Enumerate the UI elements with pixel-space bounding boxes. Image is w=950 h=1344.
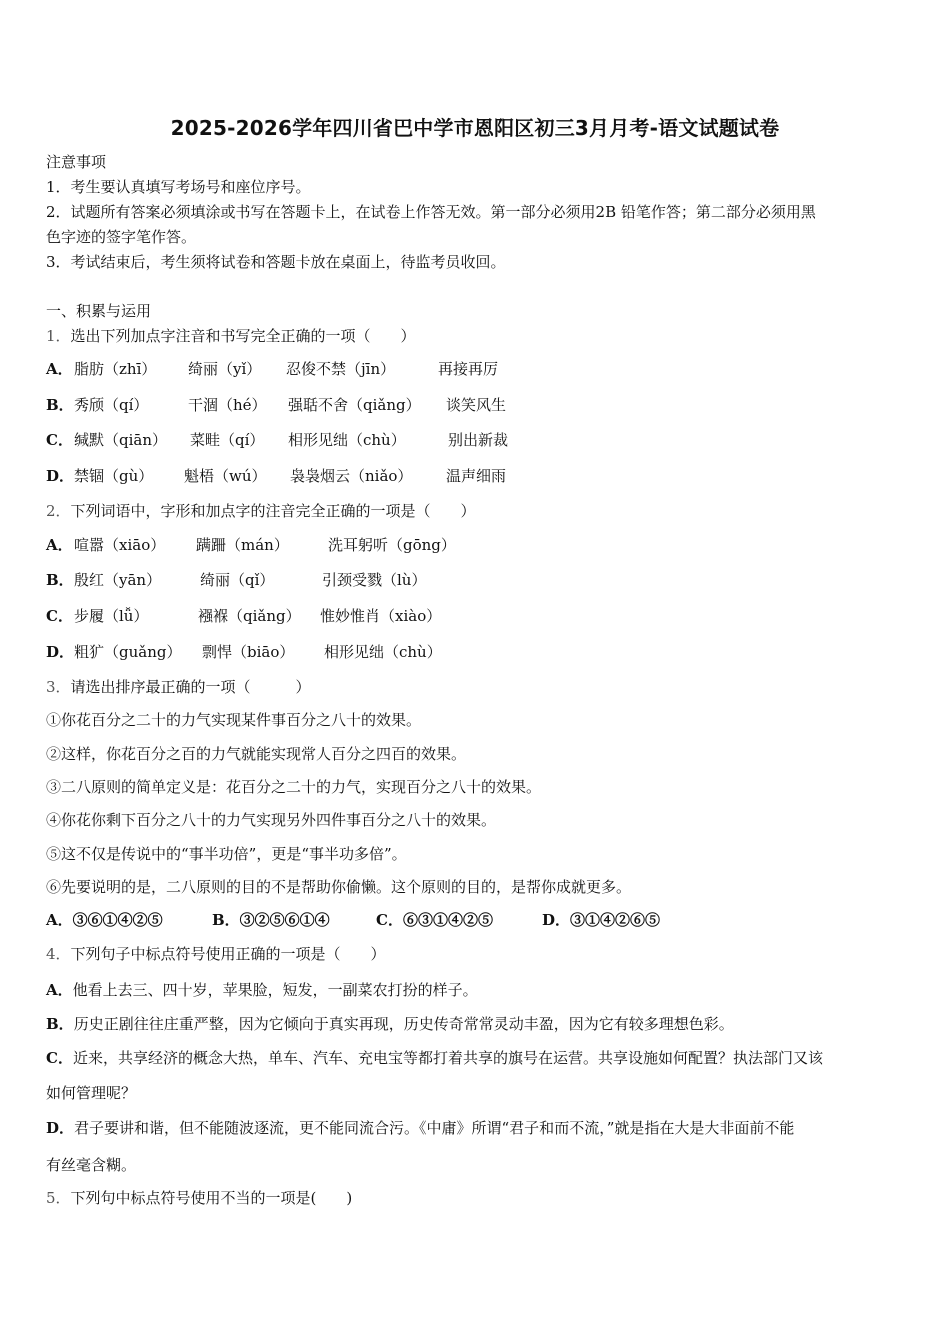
question-stem: 请选出排序最正确的一项（ ） — [70, 678, 311, 696]
q3-sentence-5: ⑤这不仅是传说中的“事半功倍”，更是“事半功多倍”。 — [46, 845, 407, 863]
question-2 — [46, 501, 908, 521]
option-text: 他看上去三、四十岁，苹果脸，短发，一副菜农打扮的样子。 — [72, 981, 478, 999]
q4-option-a — [46, 980, 908, 1000]
option-text: 君子要讲和谐，但不能随波逐流，更不能同流合污。《中庸》所谓“君子和而不流，”就是指在大是大非面前不能 — [74, 1119, 795, 1137]
question-1 — [46, 326, 908, 346]
q4-option-c — [46, 1048, 908, 1068]
q3-option-d: D．③①④②⑥⑤ — [542, 911, 661, 929]
option-letter: A． — [46, 981, 73, 999]
question-stem: 下列句子中标点符号使用正确的一项是（ ） — [70, 945, 386, 963]
notice-heading: 注意事项 — [46, 153, 107, 171]
option-text: 近来，共享经济的概念大热，单车、汽车、充电宝等都打着共享的旗号在运营。共享设施如何配置？执法部门又该 — [72, 1049, 823, 1067]
exam-page: 2025-2026学年四川省巴中学市恩阳区初三3月月考-语文试题试卷 注意事项 1．考生要认真填写考场号和座位序号。 2．试题所有答案必须填涂或书写在答题卡上，在试卷上作答无效。第一部分必须用2B 铅笔作答；第二部分必须用黑 色字迹的签字笔作答。 3．考试结束后，考生须将试卷和答题卡放在桌面上，待监考员收回。 一、积累与运用 1．选出下列加点字注音和书写完全正确的一项（ ） A． 脂肪（zhī） 绮丽（yǐ） 忍俊不禁（jīn） 再接再厉 B． 秀颀（qí） 干涸（hé） 强聒不舍（qiǎng） 谈笑风生 C． 缄默（qiān） 菜畦（qí） 相形见绌（chù） 别出新裁 D． 禁锢（gù） 魁梧（wú） 袅袅烟云（niǎo） 温声细雨 2．下列词语中，字形和加点字的注音完全正确的一项是（ ） A． 喧嚣（xiāo） 蹒跚（mán） 洗耳躬听（gōng） B． 殷红（yān） 绮丽（qǐ） 引颈受戮（lù） C． 步履（lǚ） 襁褓（qiǎng） 惟妙惟肖（xiào） D． 粗犷（guǎng） 剽悍（biāo） 相形见绌（chù） 3．请选出排序最正确的一项（ ） ①你花百分之二十的力气实现某件事百分之八十的效果。 ②这样，你花百分之百的力气就能实现常人百分之四百的效果。 ③二八原则的简单定义是：花百分之二十的力气，实现百分之八十的效果。 ④你花你剩下百分之八十的力气实现另外四件事百分之八十的效果。 ⑤这不仅是传说中的“事半功倍”，更是“事半功多倍”。 ⑥先要说明的是，二八原则的目的不是帮助你偷懒。这个原则的目的，是帮你成就更多。 A．③⑥①④②⑤ B．③②⑤⑥①④ C．⑥③①④②⑤ D．③①④②⑥⑤ 4．下列句子中标点符号使用正确的一项是（ ） A．他看上去三、四十岁，苹果脸，短发，一副菜农打扮的样子。 B．历史正剧往往庄重严整，因为它倾向于真实再现，历史传奇常常灵动丰盈，因为它有较多理想色彩。 C．近来，共享经济的概念大热，单车、汽车、充电宝等都打着共享的旗号在运营。共享设施如何配置？执法部门又该 如何管理呢？ D．君子要讲和谐，但不能随波逐流，更不能同流合污。《中庸》所谓“君子和而不流，”就是指在大是大非面前不能 有丝毫含糊。 5．下列句中标点符号使用不当的一项是( ) — [0, 0, 950, 1344]
option-letter: C． — [46, 1049, 73, 1067]
notice-item-2-cont: 色字迹的签字笔作答。 — [46, 228, 197, 246]
q3-sentence-1: ①你花百分之二十的力气实现某件事百分之八十的效果。 — [46, 711, 422, 729]
notice-item-3: 3．考试结束后，考生须将试卷和答题卡放在桌面上，待监考员收回。 — [46, 253, 506, 271]
q3-sentence-6: ⑥先要说明的是，二八原则的目的不是帮助你偷懒。这个原则的目的，是帮你成就更多。 — [46, 878, 632, 896]
question-3 — [46, 677, 908, 697]
question-number: 3． — [46, 678, 71, 696]
q3-option-a: A．③⑥①④②⑤ — [46, 911, 163, 929]
question-stem: 选出下列加点字注音和书写完全正确的一项（ ） — [70, 327, 416, 345]
q4-option-d-cont: 有丝毫含糊。 — [46, 1156, 137, 1174]
section-heading: 一、积累与运用 — [46, 302, 152, 320]
q3-option-c: C．⑥③①④②⑤ — [376, 911, 493, 929]
question-stem: 下列词语中，字形和加点字的注音完全正确的一项是（ ） — [70, 502, 476, 520]
question-number: 4． — [46, 945, 71, 963]
exam-title: 2025-2026学年四川省巴中学市恩阳区初三3月月考-语文试题试卷 — [170, 116, 780, 140]
q3-sentence-3: ③二八原则的简单定义是：花百分之二十的力气，实现百分之八十的效果。 — [46, 778, 542, 796]
q4-option-b — [46, 1014, 908, 1034]
q4-option-c-cont: 如何管理呢？ — [46, 1084, 137, 1102]
question-number: 1． — [46, 327, 71, 345]
notice-item-2: 2．试题所有答案必须填涂或书写在答题卡上，在试卷上作答无效。第一部分必须用2B 铅笔作答；第二部分必须用黑 — [46, 203, 816, 221]
q3-option-b: B．③②⑤⑥①④ — [212, 911, 330, 929]
option-letter: B． — [46, 1015, 74, 1033]
q4-option-d — [46, 1118, 908, 1138]
question-number: 2． — [46, 502, 71, 520]
question-4 — [46, 944, 908, 964]
notice-item-1: 1．考生要认真填写考场号和座位序号。 — [46, 178, 311, 196]
question-stem: 下列句中标点符号使用不当的一项是( ) — [70, 1189, 353, 1207]
question-number: 5． — [46, 1189, 71, 1207]
q3-sentence-4: ④你花你剩下百分之八十的力气实现另外四件事百分之八十的效果。 — [46, 811, 497, 829]
option-text: 历史正剧往往庄重严整，因为它倾向于真实再现，历史传奇常常灵动丰盈，因为它有较多理想色彩。 — [73, 1015, 734, 1033]
q3-sentence-2: ②这样，你花百分之百的力气就能实现常人百分之四百的效果。 — [46, 745, 467, 763]
question-5 — [46, 1188, 908, 1208]
option-letter: D． — [46, 1119, 75, 1137]
